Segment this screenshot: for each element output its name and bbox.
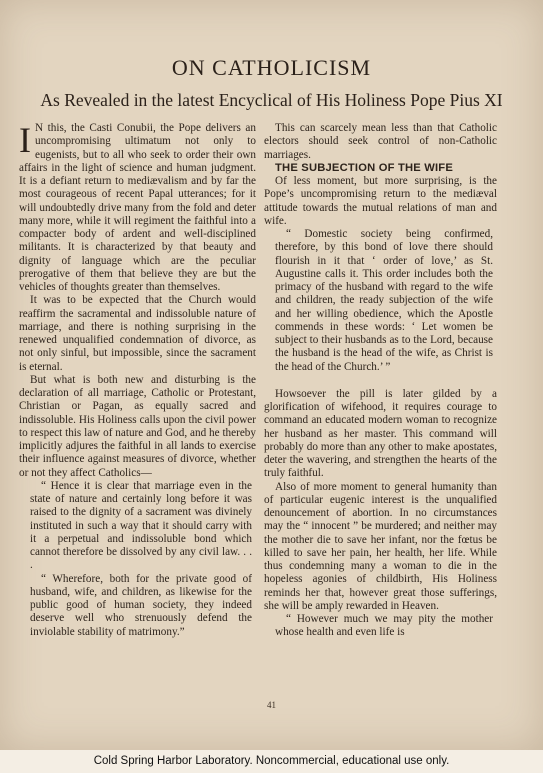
block-quote: “ Wherefore, both for the private good of husband, wife, and children, as likewise for the public good of human society, they indeed deserve well who strenuously defend the inviolable stability of matrimony.” <box>30 572 252 638</box>
page-number: 41 <box>267 700 276 710</box>
drop-cap: I <box>19 120 31 160</box>
archive-credit-footer: Cold Spring Harbor Laboratory. Noncommercial, educational use only. <box>93 755 450 767</box>
block-quote: “ However much we may pity the mother whose health and even life is <box>275 613 493 639</box>
section-heading: THE SUBJECTION OF THE WIFE <box>275 161 453 174</box>
left-column <box>19 122 256 639</box>
paragraph: I N this, the Casti Conubii, the Pope delivers an uncompromising ultimatum not only to eugenists, but to all who seek to order their own affairs in the light of science and human judgment. It is a defiant return to mediævalism and by far the most courageous of recent Papal utterances; for it will undoubtedly drive many from the fold and deter many more, while it will regiment the faithful into a compacter body of ardent and well-disciplined militants. It is characterized by that beauty and dignity of language which are the peculiar prerogative of them that believe they are but the vehicles of thoughts greater than themselves. <box>19 120 256 293</box>
paragraph: Also of more moment to general humanity than of particular eugenic interest is the unqualified denouncement of abortion. In no circumstances may the “ innocent ” be murdered; and neither may the mother die to save her infant, nor the fœtus be killed to save her pain, her health, her life. While thus condemning many a woman to die in the hopeless agonies of childbirth, His Holiness reminds her that, however great those sufferings, she will be amply rewarded in Heaven. <box>264 480 497 612</box>
right-column <box>264 122 497 640</box>
block-quote: “ Hence it is clear that marriage even in the state of nature and certainly long before it was raised to the dignity of a sacrament was divinely instituted in such a way that it should carry with it a perpetual and indissoluble bond which cannot therefore be dissolved by any civil law. . . . <box>30 479 252 572</box>
page-subtitle: As Revealed in the latest Encyclical of His Holiness Pope Pius XI <box>40 90 503 110</box>
paragraph: But what is both new and disturbing is the declaration of all marriage, Catholic or Protestant, Christian or Pagan, as equally sacred and indissoluble. His Holiness calls upon the civil power to respect this law of nature and God, and he thereby implicitly adjures the faithful in all lands to exercise their influence against measures of divorce, whether or not they affect Catholics— <box>19 373 256 479</box>
paragraph: This can scarcely mean less than that Catholic electors should seek control of non-Catholic marriages. <box>264 122 497 161</box>
block-quote: “ Domestic society being confirmed, therefore, by this bond of love there should flourish in it that ‘ order of love,’ as St. Augustine calls it. This order includes both the primacy of the husband with regard to the wife and children, the ready subjection of the wife and her willing obedience, which the Apostle commends in these words: ‘ Let women be subject to their husbands as to the Lord, because the husband is the head of the wife, as Christ is the head of the Church.’ ” <box>275 228 493 373</box>
paragraph: Of less moment, but more surprising, is the Pope’s uncompromising return to the mediæval attitude towards the mutual relations of man and wife. <box>264 175 497 227</box>
paragraph: Howsoever the pill is later gilded by a glorification of wifehood, it requires courage to command an educated modern woman to recognize her husband as her master. This command will probably do more than any other to make apostates, deter the wavering, and strengthen the hearts of the truly faithful. <box>264 387 497 480</box>
paragraph: It was to be expected that the Church would reaffirm the sacramental and indissoluble nature of marriage, and there is nothing surprising in the renewed unqualified condemnation of divorce, as not only sinful, but impossible, since the sacrament is eternal. <box>19 294 256 373</box>
page-title: ON CATHOLICISM <box>171 55 372 80</box>
